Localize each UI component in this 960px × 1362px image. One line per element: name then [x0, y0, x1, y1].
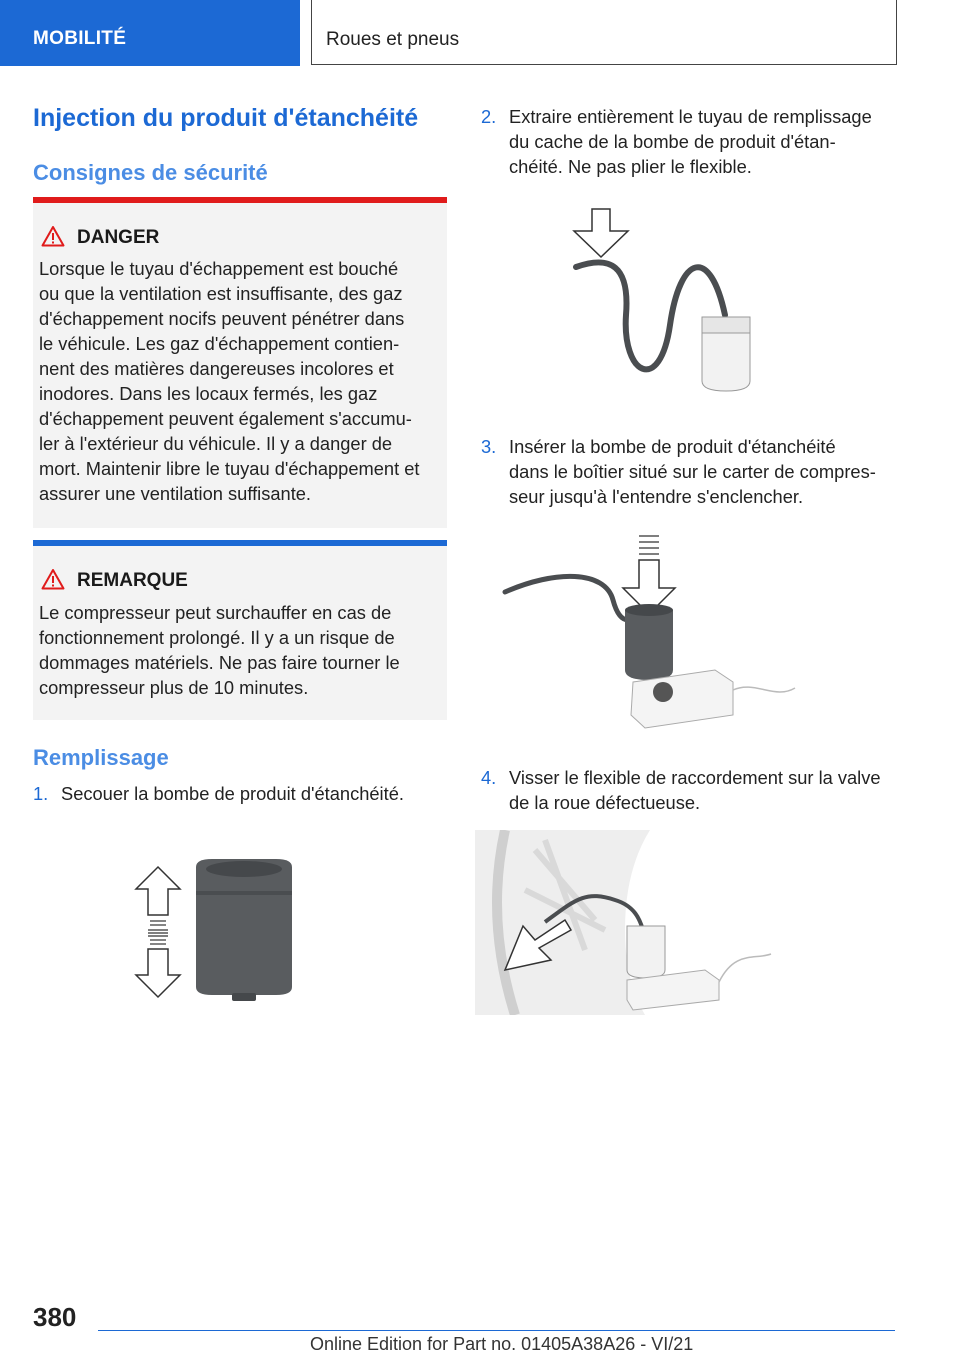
footer-rule	[98, 1330, 895, 1331]
danger-label: DANGER	[77, 227, 160, 248]
hose-bottle-illustration	[570, 205, 760, 395]
page-title: Injection du produit d'étanchéité	[33, 104, 419, 132]
chapter-label: Roues et pneus	[326, 29, 460, 50]
danger-bar	[33, 197, 447, 203]
footer-edition: Online Edition for Part no. 01405A38A26 - VI/21	[310, 1334, 694, 1354]
danger-text: Lorsque le tuyau d'échappement est bouché ou que la ventilation est insuffisante, des gaz d'échappement nocifs peuvent pénétrer dans le véhicule. Les gaz d'échappement contien‐ nent des matières dangereuses incolores et inodores. Dans les locaux fermés, les gaz d'échappement peuvent également s'accumu‐ ler à l'extérieur du véhicule. Il y a danger de mort. Maintenir libre le tuyau d'échappement et assurer une ventilation suffisante.	[39, 258, 420, 504]
warning-icon	[41, 225, 65, 247]
section-tab	[0, 0, 300, 66]
insert-bottle-illustration	[495, 530, 815, 745]
section-label: MOBILITÉ	[33, 28, 127, 49]
danger-box	[33, 197, 447, 528]
warning-icon	[41, 568, 65, 590]
chapter-tab	[311, 0, 897, 65]
notice-label: REMARQUE	[77, 570, 188, 591]
notice-box	[33, 540, 447, 720]
filling-heading: Remplissage	[33, 745, 169, 770]
safety-heading: Consignes de sécurité	[33, 160, 268, 185]
wheel-valve-illustration	[475, 830, 775, 1015]
page-number: 380	[33, 1302, 77, 1332]
notice-bar	[33, 540, 447, 546]
notice-text: Le compresseur peut surchauffer en cas de fonctionnement prolongé. Il y a un risque de dommages matériels. Ne pas faire tourner le compresseur plus de 10 minutes.	[39, 602, 400, 698]
shake-bottle-illustration	[130, 855, 300, 1005]
